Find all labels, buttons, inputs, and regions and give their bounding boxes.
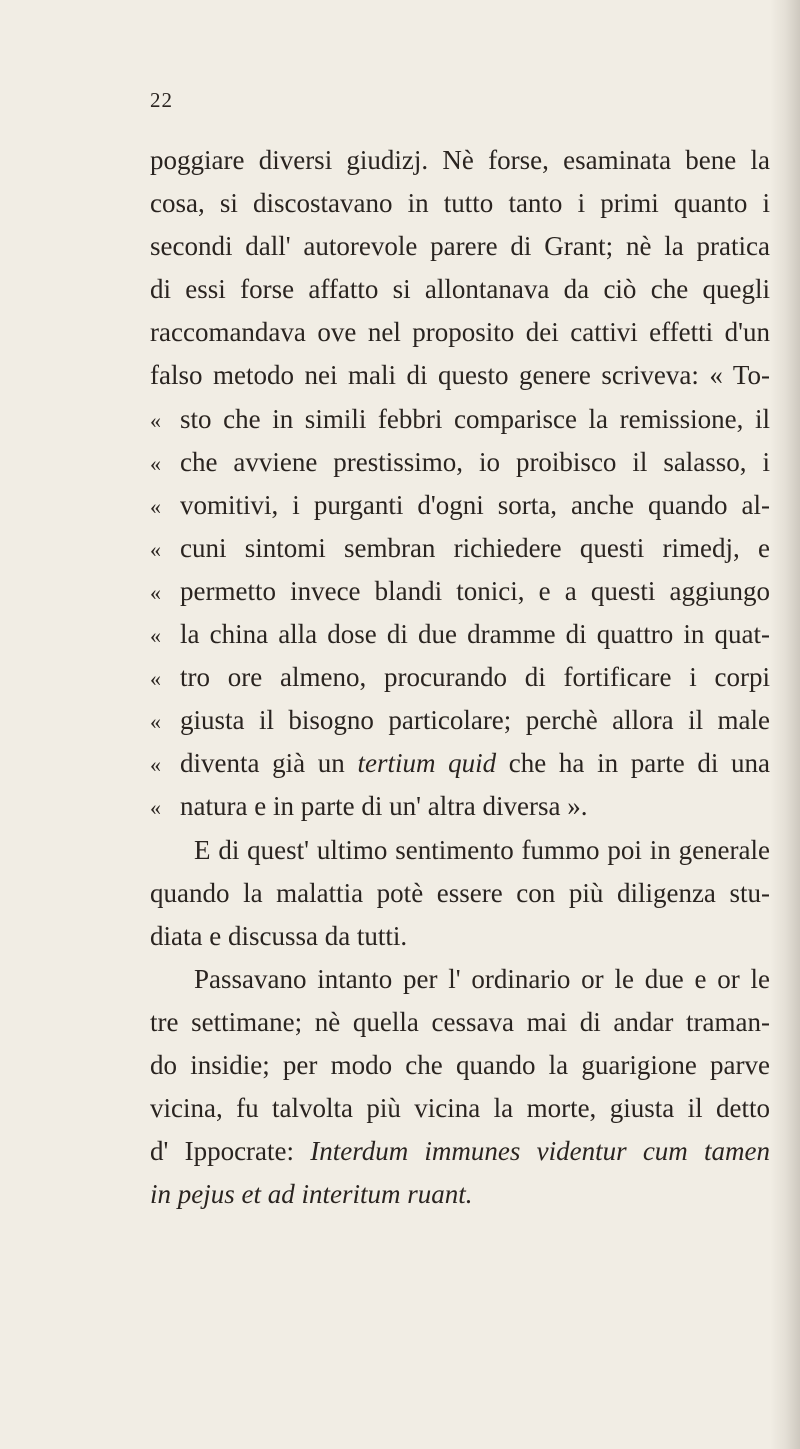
quote-line-3: « vomitivi, i purganti d'ogni sorta, anche quando al- xyxy=(150,484,770,527)
quote-line-10: « natura e in parte di un' altra diversa ». xyxy=(150,785,770,828)
guillemet-mark: « xyxy=(150,493,161,519)
text-line-6: falso metodo nei mali di questo genere scriveva: « To- xyxy=(150,360,770,391)
guillemet-mark: « xyxy=(150,623,161,649)
text-line-5: raccomandava ove nel proposito dei cattivi effetti d'un xyxy=(150,317,770,348)
text-line-20: Passavano intanto per l' ordinario or le due e or le xyxy=(194,963,770,994)
guillemet-mark: « xyxy=(150,709,161,735)
text-line-25 xyxy=(150,1173,770,1216)
text-line-24: d' Ippocrate: Interdum immunes videntur cum tamen xyxy=(150,1136,770,1167)
text-line-21: tre settimane; nè quella cessava mai di andar traman- xyxy=(150,1006,770,1037)
guillemet-mark: « xyxy=(150,407,161,433)
guillemet-mark: « xyxy=(150,752,161,778)
text-line-18: quando la malattia potè essere con più diligenza stu- xyxy=(150,877,770,908)
text-line-3: secondi dall' autorevole parere di Grant; nè la pratica xyxy=(150,231,770,262)
body-text xyxy=(150,139,770,1216)
guillemet-mark: « xyxy=(150,536,161,562)
page-number: 22 xyxy=(150,88,173,112)
latin-quote: Interdum immunes videntur cum tamen xyxy=(310,1136,770,1167)
quote-line-7: « tro ore almeno, procurando di fortificare i corpi xyxy=(150,656,770,699)
quote-line-2: « che avviene prestissimo, io proibisco il salasso, i xyxy=(150,441,770,484)
quote-line-6: « la china alla dose di due dramme di quattro in quat- xyxy=(150,613,770,656)
latin-phrase: tertium quid xyxy=(357,748,497,779)
text-line-4: di essi forse affatto si allontanava da ciò che quegli xyxy=(150,274,770,305)
guillemet-mark: « xyxy=(150,450,161,476)
quote-line-5: « permetto invece blandi tonici, e a questi aggiungo xyxy=(150,570,770,613)
guillemet-mark: « xyxy=(150,795,161,821)
text-line-1: poggiare diversi giudizj. Nè forse, esaminata bene la xyxy=(150,145,770,175)
text-line-2: cosa, si discostavano in tutto tanto i primi quanto i xyxy=(150,188,770,219)
guillemet-mark: « xyxy=(150,666,161,692)
guillemet-mark: « xyxy=(150,579,161,605)
quote-line-9: « diventa già un tertium quid che ha in parte di una xyxy=(150,742,770,785)
text-line-23: vicina, fu talvolta più vicina la morte, giusta il detto xyxy=(150,1093,770,1124)
quote-line-4: « cuni sintomi sembran richiedere questi rimedj, e xyxy=(150,527,770,570)
quote-line-1: « sto che in simili febbri comparisce la remissione, il xyxy=(150,398,770,441)
text-line-17: E di quest' ultimo sentimento fummo poi in generale xyxy=(194,834,770,865)
latin-quote-end: in pejus et ad interitum ruant. xyxy=(150,1179,473,1210)
text-line-22: do insidie; per modo che quando la guarigione parve xyxy=(150,1049,770,1080)
text-line-19: diata e discussa da tutti. xyxy=(150,920,408,951)
quote-line-8: « giusta il bisogno particolare; perchè allora il male xyxy=(150,699,770,742)
